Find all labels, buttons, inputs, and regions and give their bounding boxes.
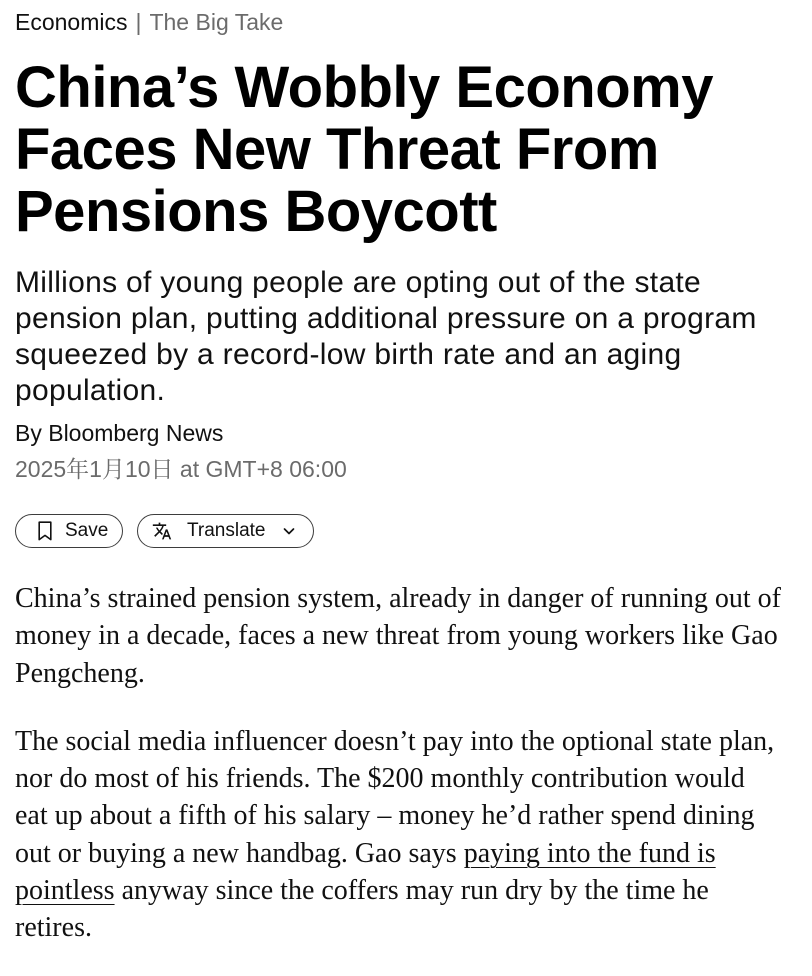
byline: By Bloomberg News — [15, 420, 224, 446]
breadcrumb — [15, 8, 283, 36]
paragraph-line: money in a decade, faces a new threat from young workers like Gao — [15, 620, 778, 652]
breadcrumb-separator: | — [135, 9, 142, 35]
chevron-down-icon — [282, 524, 296, 538]
translate-button[interactable] — [137, 514, 314, 548]
paragraph-text: out or buying a new handbag. Gao says — [15, 837, 464, 869]
paragraph-line: The social media influencer doesn’t pay into the optional state plan, — [15, 725, 775, 757]
article-body — [15, 580, 781, 947]
save-button-label: Save — [65, 520, 109, 541]
translate-button-label: Translate — [187, 520, 266, 541]
paragraph-line: nor do most of his friends. The $200 monthly contribution would — [15, 763, 745, 795]
paragraph-text: anyway since the coffers may run dry by the time he — [114, 875, 709, 907]
paragraph-line — [15, 835, 781, 872]
body-paragraph — [15, 580, 781, 692]
bookmark-icon — [38, 521, 52, 541]
breadcrumb-series-link[interactable]: The Big Take — [149, 9, 284, 35]
save-button[interactable] — [15, 514, 123, 548]
inline-article-link[interactable]: pointless — [15, 875, 115, 907]
publish-timestamp: 2025年1月10日 at GMT+8 06:00 — [15, 456, 347, 482]
paragraph-line: China’s strained pension system, already in danger of running out of — [15, 583, 781, 614]
paragraph-line: eat up about a fifth of his salary – money he’d rather spend dining — [15, 800, 755, 832]
article-actions — [15, 514, 314, 548]
body-paragraph — [15, 723, 781, 947]
translate-icon — [152, 521, 172, 541]
paragraph-line: Pengcheng. — [15, 657, 145, 689]
inline-article-link[interactable]: paying into the fund is — [463, 837, 716, 869]
paragraph-line — [15, 872, 781, 909]
headline: China’s Wobbly Economy Faces New Threat From Pensions Boycott — [15, 55, 713, 244]
article-summary: Millions of young people are opting out of the state pension plan, putting additional pressure on a program squeezed by a record-low birth rate and an aging population. — [15, 266, 757, 407]
breadcrumb-section-link[interactable]: Economics — [15, 9, 128, 35]
paragraph-line: retires. — [15, 912, 92, 944]
